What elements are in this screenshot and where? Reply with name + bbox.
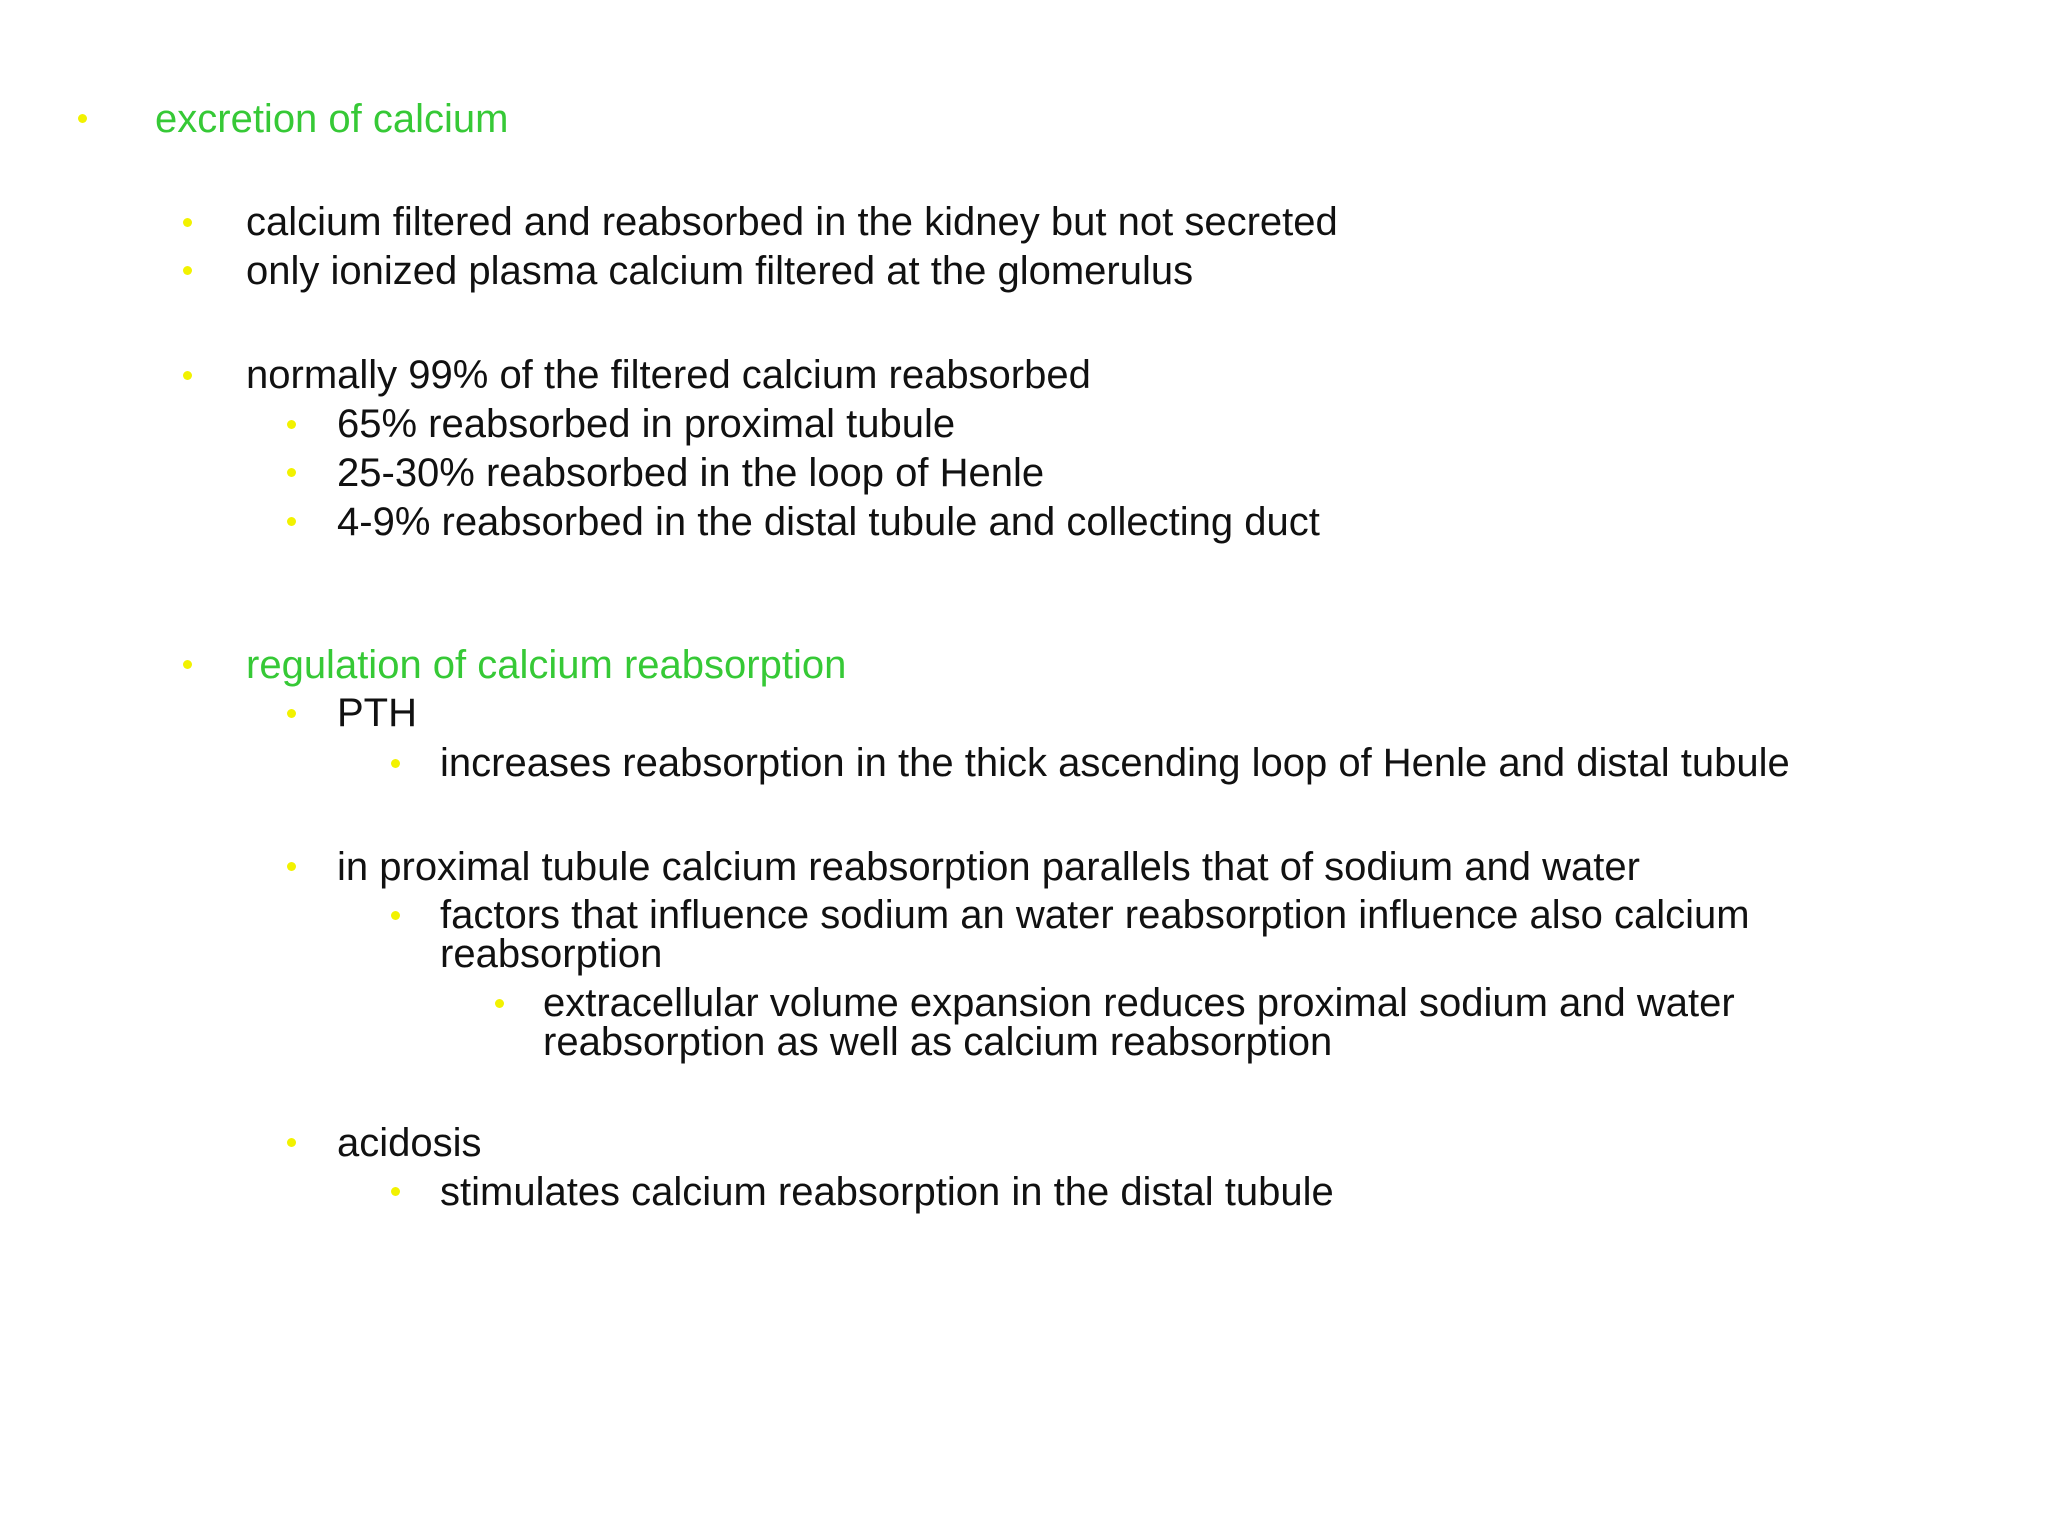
- bullet-icon: [495, 999, 504, 1008]
- list-item: extracellular volume expansion reduces proximal sodium and water: [543, 981, 1735, 1025]
- heading-regulation-of-calcium-reabsorption: regulation of calcium reabsorption: [246, 643, 847, 687]
- list-item: only ionized plasma calcium filtered at the glomerulus: [246, 249, 1194, 293]
- list-item-continuation: reabsorption as well as calcium reabsorption: [543, 1020, 1333, 1064]
- list-item: normally 99% of the filtered calcium reabsorbed: [246, 353, 1091, 397]
- bullet-icon: [287, 709, 296, 718]
- bullet-icon: [183, 660, 192, 669]
- list-item: 4-9% reabsorbed in the distal tubule and collecting duct: [337, 500, 1320, 544]
- list-item: 25-30% reabsorbed in the loop of Henle: [337, 451, 1045, 495]
- bullet-icon: [78, 114, 87, 123]
- list-item: acidosis: [337, 1121, 482, 1165]
- list-item: increases reabsorption in the thick ascending loop of Henle and distal tubule: [440, 741, 1790, 785]
- list-item: factors that influence sodium an water reabsorption influence also calcium: [440, 893, 1750, 937]
- bullet-icon: [183, 218, 192, 227]
- bullet-icon: [287, 420, 296, 429]
- list-item: in proximal tubule calcium reabsorption parallels that of sodium and water: [337, 845, 1640, 889]
- list-item: PTH: [337, 691, 417, 735]
- list-item: 65% reabsorbed in proximal tubule: [337, 402, 956, 446]
- list-item-continuation: reabsorption: [440, 932, 663, 976]
- bullet-icon: [183, 371, 192, 380]
- bullet-icon: [287, 517, 296, 526]
- bullet-icon: [287, 862, 296, 871]
- bullet-icon: [287, 468, 296, 477]
- bullet-icon: [183, 266, 192, 275]
- bullet-icon: [287, 1138, 296, 1147]
- list-item: stimulates calcium reabsorption in the distal tubule: [440, 1170, 1334, 1214]
- bullet-icon: [391, 759, 400, 768]
- list-item: calcium filtered and reabsorbed in the kidney but not secreted: [246, 200, 1338, 244]
- heading-excretion-of-calcium: excretion of calcium: [155, 97, 509, 141]
- bullet-icon: [391, 1187, 400, 1196]
- bullet-icon: [391, 911, 400, 920]
